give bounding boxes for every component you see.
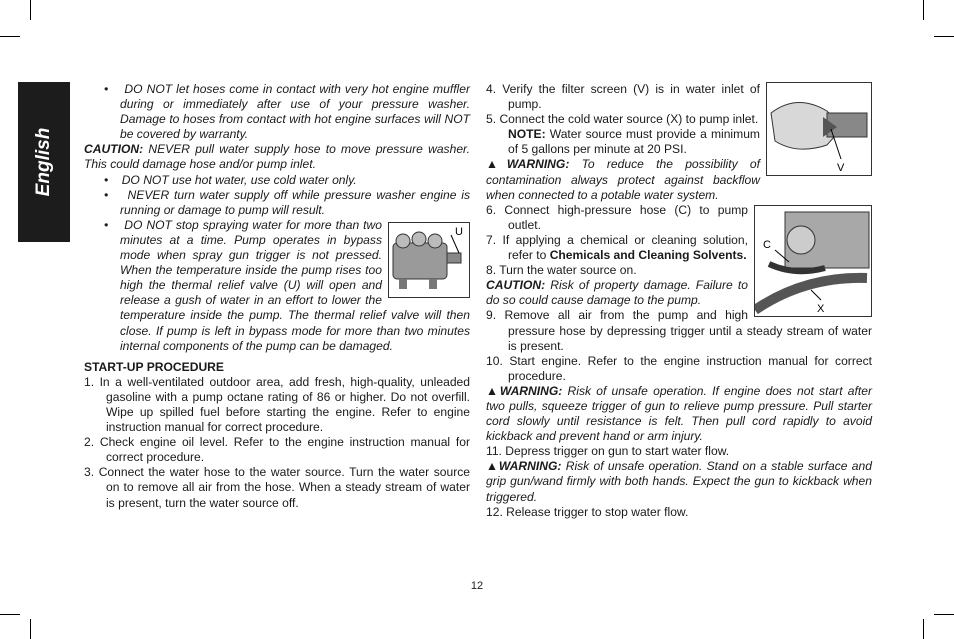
right-column: [486, 82, 872, 520]
warning-icon: ▲: [486, 157, 507, 172]
bullet-water-supply: • NEVER turn water supply off while pressure washer engine is running or damage to pump will result.: [104, 187, 470, 217]
bullet-cold-water: • DO NOT use hot water, use cold water only.: [104, 172, 357, 187]
pump-relief-valve-figure: [388, 222, 470, 298]
step-3: 3. Connect the water hose to the water source. Turn the water source on to remove all air from the hose. When a steady stream of water is present, turn the water source off.: [84, 465, 470, 510]
crop-mark: [923, 0, 924, 20]
crop-mark: [934, 36, 954, 37]
step-12: 12. Release trigger to stop water flow.: [486, 504, 689, 519]
note-water-source: NOTE: Water source must provide a minimum of 5 gallons per minute at 20 PSI.: [508, 127, 760, 157]
step-7: 7. If applying a chemical or cleaning solution, refer to Chemicals and Cleaning Solvents.: [486, 232, 748, 263]
page-number: 12: [470, 580, 484, 592]
fig-label-x: X: [817, 302, 825, 315]
fig-label-c: C: [763, 238, 771, 251]
step-1: 1. In a well-ventilated outdoor area, add fresh, high-quality, unleaded gasoline with a pump octane rating of 86 or higher. Do not overfill. Wipe up spilled fuel before starting the engine. Refer to engine instruction manual for correct procedure.: [84, 374, 470, 435]
warning-icon: ▲: [486, 459, 499, 474]
warning-stable-surface: ▲WARNING: Risk of unsafe operation. Stand on a stable surface and grip gun/wand firmly with both hands. Expect the gun to kickback when triggered.: [486, 459, 872, 504]
language-tab-label: English: [33, 127, 54, 197]
warning-icon: ▲: [486, 383, 500, 398]
left-column: [84, 82, 470, 511]
step-10: 10. Start engine. Refer to the engine instruction manual for correct procedure.: [486, 353, 872, 383]
caution-property-damage: CAUTION: Risk of property damage. Failure to do so could cause damage to the pump.: [486, 278, 748, 308]
filter-screen-figure: [766, 82, 872, 176]
fig-label-u: U: [455, 225, 463, 238]
language-tab: [18, 82, 70, 242]
crop-mark: [0, 36, 20, 37]
fig-label-v: V: [837, 162, 845, 174]
step-9: 9. Remove all air from the pump and high pressure hose by depressing trigger until a steady stream of water is present.: [486, 308, 872, 353]
pump-illustration: [389, 223, 469, 297]
crop-mark: [30, 619, 31, 639]
crop-mark: [30, 0, 31, 20]
section-heading: START-UP PROCEDURE: [84, 359, 224, 374]
step-4: 4. Verify the filter screen (V) is in water inlet of pump.: [486, 82, 760, 112]
step-11: 11. Depress trigger on gun to start water flow.: [486, 444, 730, 459]
bullet-hoses-muffler: • DO NOT let hoses come in contact with very hot engine muffler during or immediately after use of your pressure washer. Damage to hoses from contact with hot engine surfaces will NOT be covered by warranty.: [104, 82, 470, 142]
hose-connection-figure: [754, 205, 872, 317]
warning-backflow: ▲WARNING: To reduce the possibility of contamination always protect against backflow when connected to a potable water system.: [486, 157, 760, 202]
step-8: 8. Turn the water source on.: [486, 263, 637, 278]
filter-illustration: [767, 83, 871, 175]
crop-mark: [0, 614, 20, 615]
step-2: 2. Check engine oil level. Refer to the engine instruction manual for correct procedure.: [84, 435, 470, 465]
caution-supply-hose: CAUTION: NEVER pull water supply hose to move pressure washer. This could damage hose and/or pump inlet.: [84, 142, 470, 172]
crop-mark: [934, 614, 954, 615]
warning-engine-start: ▲WARNING: Risk of unsafe operation. If engine does not start after two pulls, squeeze trigger of gun to relieve pump pressure. Pull starter cord slowly until resistance is felt. Then pull cord rapidly to avoid kickback and prevent hand or arm injury.: [486, 383, 872, 444]
crop-mark: [923, 619, 924, 639]
step-6: 6. Connect high-pressure hose (C) to pump outlet.: [486, 202, 748, 232]
step-5: 5. Connect the cold water source (X) to pump inlet.: [486, 112, 759, 127]
bullet-stop-spraying: • DO NOT stop spraying water for more than two minutes at a time. Pump operates in bypass mode when spray gun trigger is not pressed. When the temperature inside the pump rises too high the thermal relief valve (U) will open and release a gush of water in an effort to lower the temperature inside the pump. The thermal relief valve will then close. If pump is left in bypass mode for more than two minutes internal components of the pump can be damaged.: [104, 217, 470, 353]
hose-illustration: [755, 206, 871, 316]
